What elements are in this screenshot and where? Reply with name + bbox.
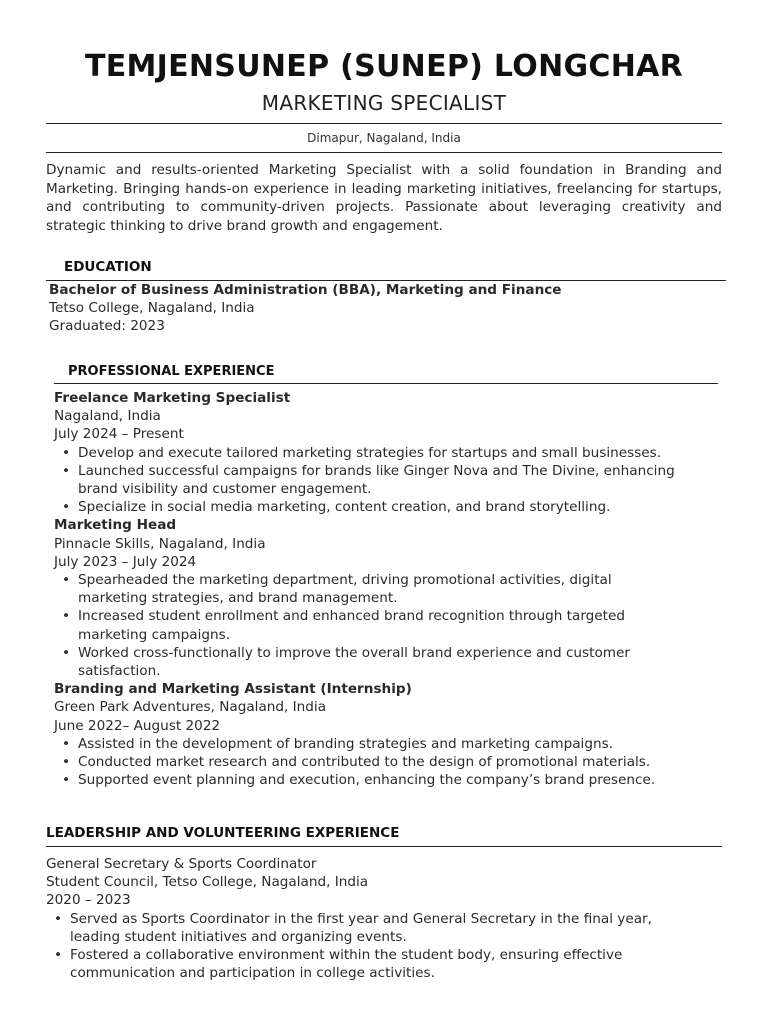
leadership-block [46,855,686,982]
bullet-item: • Spearheaded the marketing department, driving promotional activities, digital marketing strategies, and brand management. [54,571,654,607]
job-dates: June 2022– August 2022 [54,717,221,734]
education-heading: EDUCATION [64,259,152,275]
experience-divider [54,383,718,384]
leadership-role: General Secretary & Sports Coordinator [46,856,317,872]
leadership-heading: LEADERSHIP AND VOLUNTEERING EXPERIENCE [46,825,400,841]
candidate-name: TEMJENSUNEP (SUNEP) LONGCHAR [84,49,684,84]
header-divider [46,123,722,124]
location: Dimapur, Nagaland, India [307,131,461,145]
job-title: Branding and Marketing Assistant (Internship) [54,681,412,698]
bullet-item: • Served as Sports Coordinator in the first year and General Secretary in the final year, leading student initiatives and organizing events. [46,910,676,946]
professional-summary: Dynamic and results-oriented Marketing Specialist with a solid foundation in Branding and Marketing. Bringing hands-on experience in leading marketing initiatives, freelancing for startups, and contributing to community-driven projects. Passionate about leveraging creativity and strategic thinking to drive brand growth and engagement. [46,162,722,234]
bullet-item: • Develop and execute tailored marketing strategies for startups and small businesses. [54,444,714,462]
bullet-item: • Launched successful campaigns for brands like Ginger Nova and The Divine, enhancing brand visibility and customer engagement. [54,462,714,498]
bullet-item: • Assisted in the development of branding strategies and marketing campaigns. [54,735,714,753]
school: Tetso College, Nagaland, India [49,300,255,317]
job-title: MARKETING SPECIALIST [261,91,507,115]
education-block [49,281,562,336]
job-bullets [54,571,654,680]
job-organization: Green Park Adventures, Nagaland, India [54,699,327,716]
leadership-divider [46,846,722,847]
job-organization: Pinnacle Skills, Nagaland, India [54,535,266,552]
graduation-date: Graduated: 2023 [49,318,165,335]
job-title: Freelance Marketing Specialist [54,390,291,406]
location-divider [46,152,722,153]
bullet-item: • Fostered a collaborative environment within the student body, ensuring effective communication and participation in college activities. [46,946,676,982]
bullet-item: • Supported event planning and execution, enhancing the company’s brand presence. [54,771,714,789]
job-dates: July 2024 – Present [54,426,184,443]
experience-heading: PROFESSIONAL EXPERIENCE [68,364,275,379]
job-bullets [54,735,714,790]
job-dates: July 2023 – July 2024 [54,553,197,570]
leadership-bullets [46,910,676,983]
job-organization: Nagaland, India [54,408,161,425]
experience-list [54,389,714,789]
leadership-organization: Student Council, Tetso College, Nagaland, India [46,874,369,891]
bullet-item: • Conducted market research and contributed to the design of promotional materials. [54,753,714,771]
degree: Bachelor of Business Administration (BBA), Marketing and Finance [49,282,562,298]
job-bullets [54,444,714,517]
bullet-item: • Increased student enrollment and enhanced brand recognition through targeted marketing campaigns. [54,607,654,643]
job-title: Marketing Head [54,517,177,534]
bullet-item: • Worked cross-functionally to improve the overall brand experience and customer satisfaction. [54,644,654,680]
bullet-item: • Specialize in social media marketing, content creation, and brand storytelling. [54,498,714,516]
leadership-dates: 2020 – 2023 [46,892,131,909]
